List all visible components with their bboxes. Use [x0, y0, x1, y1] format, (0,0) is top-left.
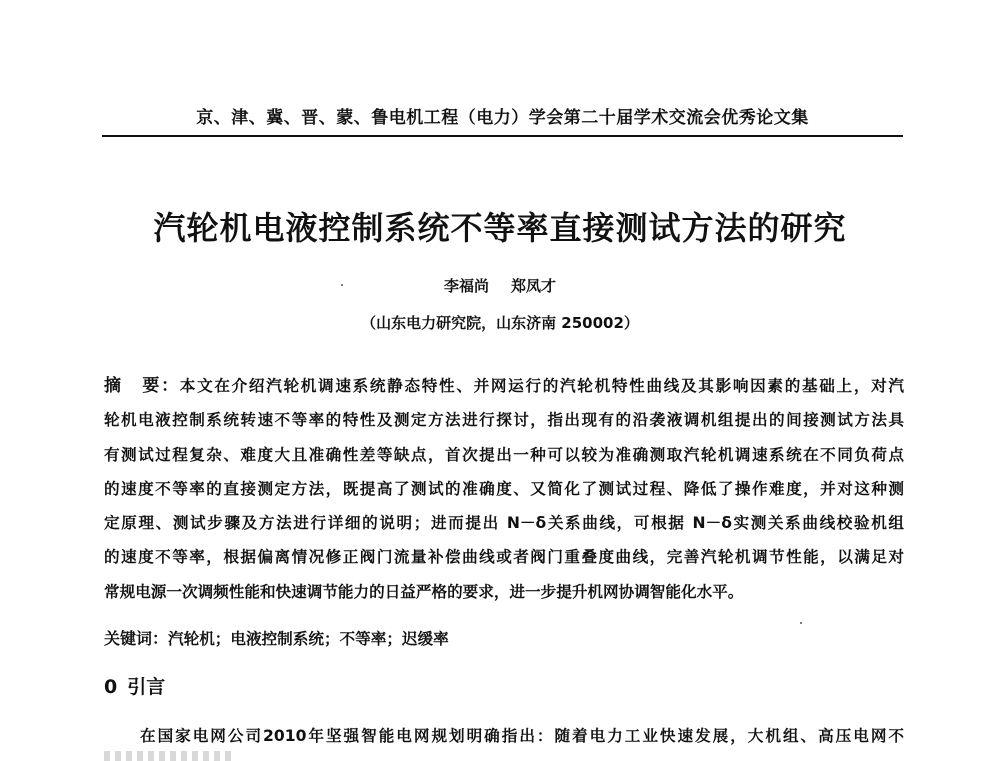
scan-speck — [800, 622, 802, 624]
section-title: 引言 — [127, 676, 166, 698]
header-rule — [102, 135, 903, 137]
abstract-line: 的速度不等率，根据偏离情况修正阀门流量补偿曲线或者阀门重叠度曲线，完善汽轮机调节性能，以满足对 — [104, 548, 904, 567]
abstract-line: 摘 要：本文在介绍汽轮机调速系统静态特性、并网运行的汽轮机特性曲线及其影响因素的基础上，对汽 — [104, 376, 905, 396]
section-number: 0 — [104, 676, 118, 698]
keywords-label: 关键词： — [104, 629, 169, 648]
abstract-label: 摘 要： — [104, 376, 180, 396]
body-line: 在国家电网公司2010年坚强智能电网规划明确指出：随着电力工业快速发展，大机组、高压电网不 — [140, 727, 904, 745]
body-paragraph — [104, 719, 904, 761]
abstract-line: 定原理、测试步骤及方法进行详细的说明；进而提出 N－δ关系曲线，可根据 N－δ实测关系曲线校验机组 — [104, 514, 904, 533]
authors — [0, 275, 1000, 296]
author-1: 李福尚 — [443, 277, 489, 295]
abstract-line: 有测试过程复杂、难度大且准确性差等缺点，首次提出一种可以较为准确测取汽轮机调速系统在不同负荷点 — [104, 445, 904, 464]
affiliation: （山东电力研究院，山东济南 250002） — [361, 314, 639, 332]
abstract — [104, 369, 904, 609]
keywords-list: 汽轮机；电液控制系统；不等率；迟缓率 — [168, 630, 449, 648]
scan-speck — [341, 284, 343, 286]
abstract-line: 的速度不等率的直接测定方法，既提高了测试的准确度、又简化了测试过程、降低了操作难度，并对这种测 — [104, 479, 904, 498]
section-heading — [104, 672, 165, 699]
abstract-line: 轮机电液控制系统转速不等率的特性及测定方法进行探讨，指出现有的沿袭液调机组提出的间接测试方法具 — [104, 411, 904, 430]
author-2: 郑凤才 — [511, 277, 557, 295]
paper-title: 汽轮机电液控制系统不等率直接测试方法的研究 — [153, 209, 847, 247]
abstract-line: 常规电源一次调频性能和快速调节能力的日益严格的要求，进一步提升机网协调智能化水平。 — [104, 582, 744, 601]
keywords — [104, 626, 449, 649]
running-header: 京、津、冀、晋、蒙、鲁电机工程（电力）学会第二十届学术交流会优秀论文集 — [196, 108, 809, 128]
